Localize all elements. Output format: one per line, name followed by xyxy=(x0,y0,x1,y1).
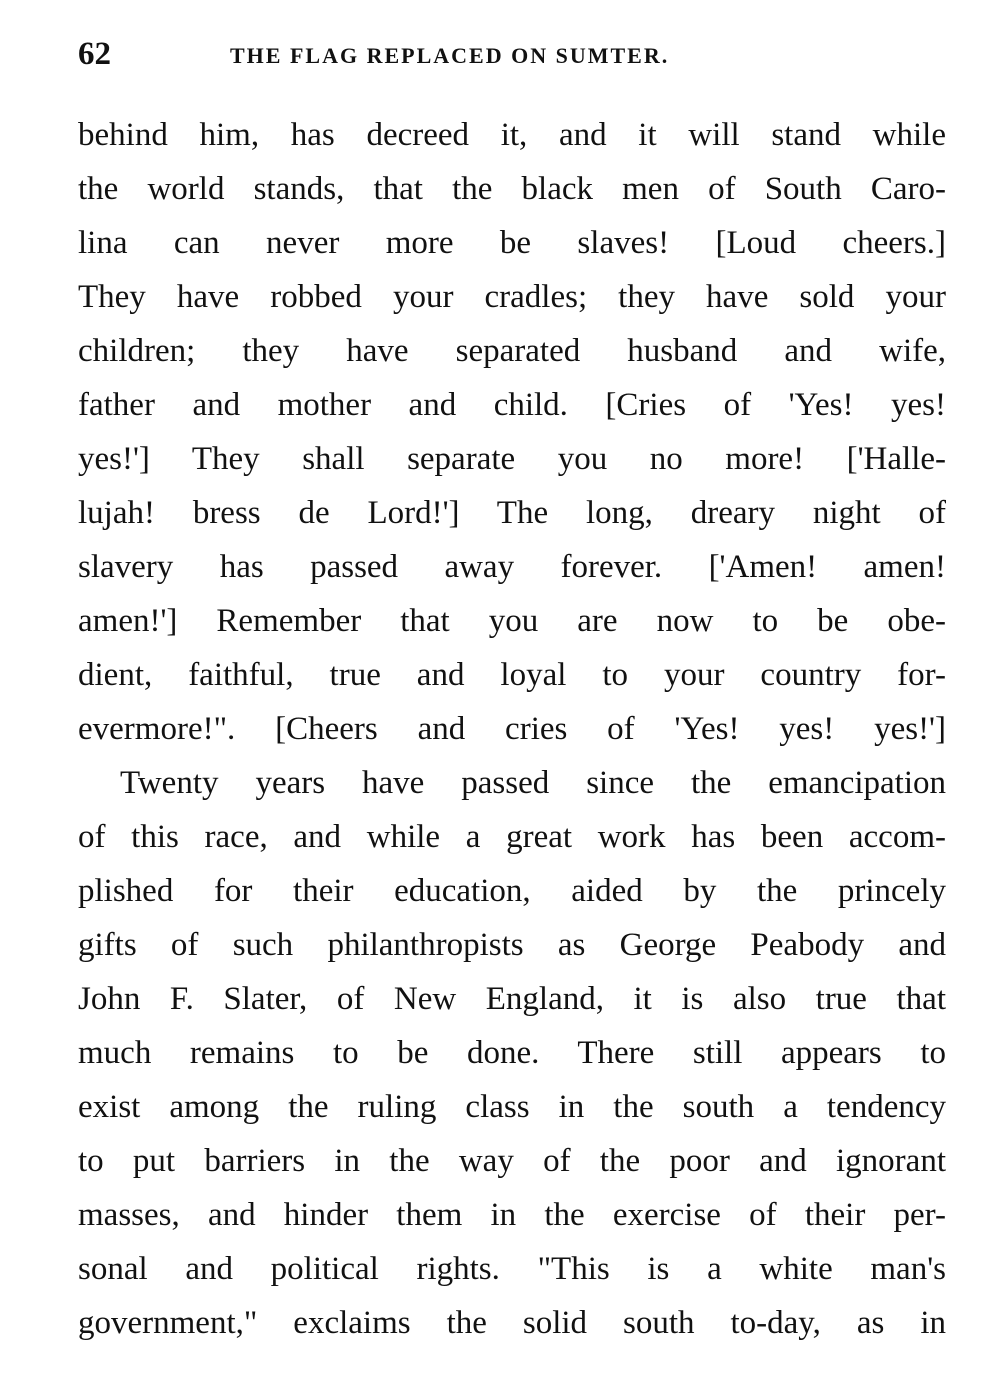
text-line: They have robbed your cradles; they have sold your xyxy=(78,279,946,315)
body-text xyxy=(78,108,946,1350)
text-line: plished for their education, aided by the princely xyxy=(78,873,946,909)
text-line: slavery has passed away forever. ['Amen! amen! xyxy=(78,549,946,585)
text-line: exist among the ruling class in the south a tendency xyxy=(78,1089,946,1125)
text-line: government," exclaims the solid south to-day, as in xyxy=(78,1305,946,1341)
text-line: amen!'] Remember that you are now to be obe- xyxy=(78,603,946,639)
text-line: evermore!". [Cheers and cries of 'Yes! yes! yes!'] xyxy=(78,711,946,747)
text-line: children; they have separated husband and wife, xyxy=(78,333,946,369)
page-number: 62 xyxy=(78,36,111,72)
text-line: sonal and political rights. "This is a white man's xyxy=(78,1251,946,1287)
text-line: dient, faithful, true and loyal to your country for- xyxy=(78,657,946,693)
running-head xyxy=(78,36,948,76)
text-line: behind him, has decreed it, and it will stand while xyxy=(78,117,946,153)
text-line: lina can never more be slaves! [Loud cheers.] xyxy=(78,225,946,261)
running-title: THE FLAG REPLACED ON SUMTER. xyxy=(230,43,670,68)
text-line: to put barriers in the way of the poor and ignorant xyxy=(78,1143,946,1179)
text-line: lujah! bress de Lord!'] The long, dreary night of xyxy=(78,495,946,531)
text-line: much remains to be done. There still appears to xyxy=(78,1035,946,1071)
text-line: the world stands, that the black men of South Caro- xyxy=(78,171,946,207)
text-line: gifts of such philanthropists as George Peabody and xyxy=(78,927,946,963)
text-line: of this race, and while a great work has been accom- xyxy=(78,819,946,855)
paragraph-first-line: Twenty years have passed since the emancipation xyxy=(120,765,946,801)
text-line: yes!'] They shall separate you no more! ['Halle- xyxy=(78,441,946,477)
text-line: father and mother and child. [Cries of 'Yes! yes! xyxy=(78,387,946,423)
text-line: John F. Slater, of New England, it is also true that xyxy=(78,981,946,1017)
text-line: masses, and hinder them in the exercise of their per- xyxy=(78,1197,946,1233)
